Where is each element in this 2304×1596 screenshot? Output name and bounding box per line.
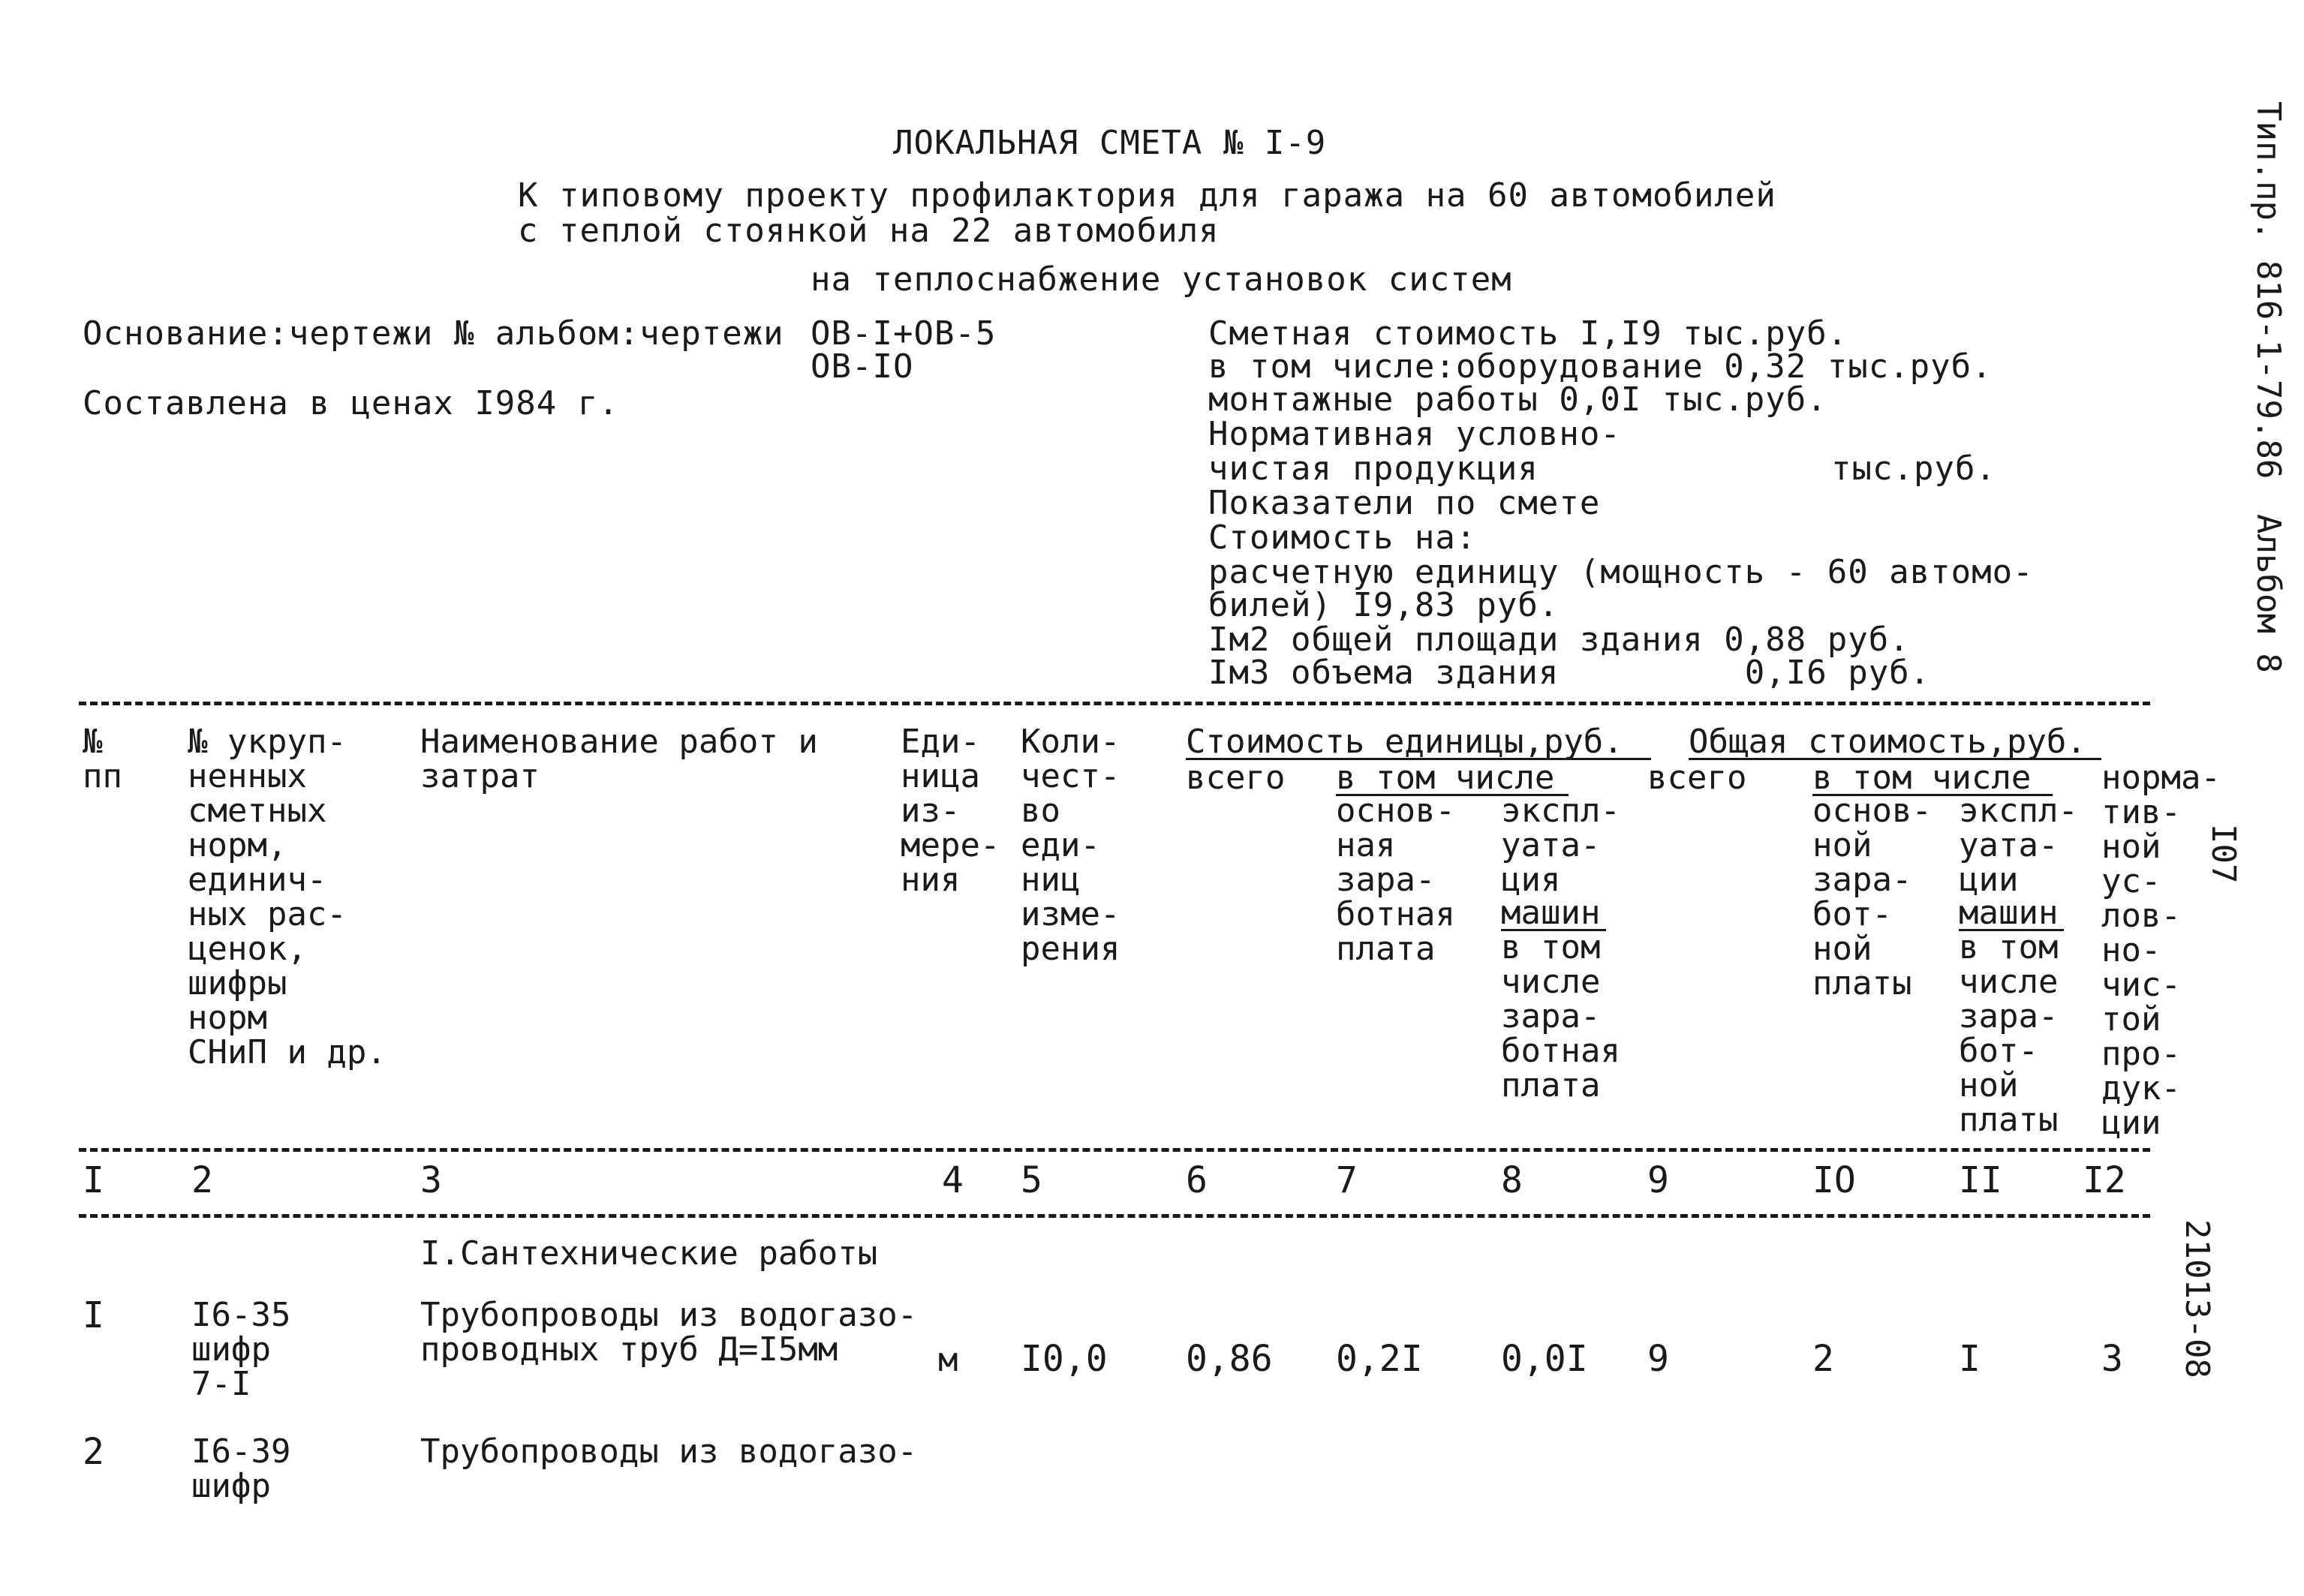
row-1-unit: м xyxy=(938,1341,958,1379)
header-col-9: всего xyxy=(1647,759,1747,797)
row-1-code: I6-35 шифр 7-I xyxy=(191,1296,291,1403)
cost-line: Показатели по смете xyxy=(1208,484,1601,522)
column-number: II xyxy=(1959,1159,2002,1201)
cost-line: Iм2 общей площади здания 0,88 руб. xyxy=(1208,621,1910,659)
column-number: I xyxy=(83,1159,104,1201)
column-numbers-rule xyxy=(79,1214,2150,1218)
row-2-code: I6-39 шифр xyxy=(191,1432,291,1505)
header-col-6: всего xyxy=(1186,759,1286,797)
header-col-10: основ- ной зара- бот- ной платы xyxy=(1812,792,1932,1002)
row-1-total-machine: I xyxy=(1959,1338,1981,1380)
header-col-5: Коли- чест- во еди- ниц изме- рения xyxy=(1021,723,1120,968)
header-group-total-cost: Общая стоимость,руб. xyxy=(1689,723,2086,761)
row-1-total-wage: 2 xyxy=(1812,1338,1834,1380)
column-number: 5 xyxy=(1021,1159,1042,1201)
page-number-vertical: I07 xyxy=(2204,824,2242,884)
column-number: 2 xyxy=(191,1159,213,1201)
cost-line: тыс.руб. xyxy=(1831,449,1996,488)
header-bottom-rule xyxy=(79,1148,2150,1152)
header-col-11c: в том числе зара- бот- ной платы xyxy=(1959,928,2059,1139)
column-number: IO xyxy=(1812,1159,1856,1201)
header-group-unit-cost: Стоимость единицы,руб. xyxy=(1186,723,1623,761)
column-number: 4 xyxy=(942,1159,964,1201)
stamp-vertical: 21013-08 xyxy=(2178,1219,2216,1378)
header-unit-incl: в том числе xyxy=(1336,759,1555,797)
column-number: 3 xyxy=(420,1159,442,1201)
header-col-12: норма- тив- ной ус- лов- но- чис- той про- дук- ции xyxy=(2101,759,2221,1142)
document-subtitle-3: на теплоснабжение установок систем xyxy=(811,260,1512,299)
cost-line: Сметная стоимость I,I9 тыс.руб. xyxy=(1208,314,1848,353)
row-1-total: 9 xyxy=(1647,1338,1669,1380)
row-1-name: Трубопроводы из водогазо- проводных труб Д=I5мм xyxy=(420,1296,918,1369)
row-1-unit-machine: 0,0I xyxy=(1501,1338,1588,1380)
column-number: 9 xyxy=(1647,1159,1669,1201)
row-1-unit-wage: 0,2I xyxy=(1336,1338,1423,1380)
header-col-7: основ- ная зара- ботная плата xyxy=(1336,792,1455,968)
document-subtitle-1: К типовому проекту профилактория для гаража на 60 автомобилей xyxy=(518,176,1776,215)
column-number: 7 xyxy=(1336,1159,1358,1201)
cost-line: Стоимость на: xyxy=(1208,518,1477,557)
row-1-total-net: 3 xyxy=(2101,1338,2123,1380)
row-1-num: I xyxy=(83,1294,104,1336)
header-total-incl: в том числе xyxy=(1812,759,2032,797)
column-number: 8 xyxy=(1501,1159,1523,1201)
header-col-4: Еди- ница из- мере- ния xyxy=(901,723,1000,899)
section-title: I.Сантехнические работы xyxy=(420,1234,878,1273)
basis-text: Основание:чертежи № альбом:чертежи xyxy=(83,314,784,353)
basis-codes-2: ОВ-IO xyxy=(811,347,914,386)
cost-line: чистая продукция xyxy=(1208,449,1539,488)
row-2-name: Трубопроводы из водогазо- xyxy=(420,1432,918,1471)
cost-line: Iм3 объема здания 0,I6 руб. xyxy=(1208,654,1931,692)
basis-codes-1: ОВ-I+ОВ-5 xyxy=(811,314,997,353)
row-1-unit-total: 0,86 xyxy=(1186,1338,1273,1380)
header-col-8b: машин xyxy=(1501,894,1601,932)
row-2-num: 2 xyxy=(83,1431,104,1473)
header-col-11a: экспл- уата- ции xyxy=(1959,792,2078,899)
cost-line: билей) I9,83 руб. xyxy=(1208,586,1560,624)
column-number: 6 xyxy=(1186,1159,1208,1201)
document-subtitle-2: с теплой стоянкой на 22 автомобиля xyxy=(518,212,1220,250)
document-title: ЛОКАЛЬНАЯ СМЕТА № I-9 xyxy=(893,124,1327,162)
header-col-2: № укруп- ненных сметных норм, единич- ных рас- ценок, шифры норм СНиП и др. xyxy=(188,723,387,1072)
row-1-qty: I0,0 xyxy=(1021,1338,1108,1380)
cost-line: Нормативная условно- xyxy=(1208,415,1621,453)
doc-code-vertical: Тип.пр. 816-1-79.86 xyxy=(2249,101,2287,479)
prices-year: Составлена в ценах I984 г. xyxy=(83,384,619,422)
header-col-1: № пп xyxy=(83,723,122,795)
cost-line: расчетную единицу (мощность - 60 автомо- xyxy=(1208,553,2034,591)
cost-line: в том числе:оборудование 0,32 тыс.руб. xyxy=(1208,347,1993,386)
column-number: I2 xyxy=(2083,1159,2126,1201)
header-col-3: Наименование работ и затрат xyxy=(420,723,818,795)
header-col-11b: машин xyxy=(1959,894,2059,932)
header-col-8c: в том числе зара- ботная плата xyxy=(1501,928,1620,1105)
table-top-rule xyxy=(79,702,2150,705)
cost-line: монтажные работы 0,0I тыс.руб. xyxy=(1208,380,1827,419)
header-col-8a: экспл- уата- ция xyxy=(1501,792,1620,899)
album-vertical: Альбом 8 xyxy=(2249,514,2287,673)
